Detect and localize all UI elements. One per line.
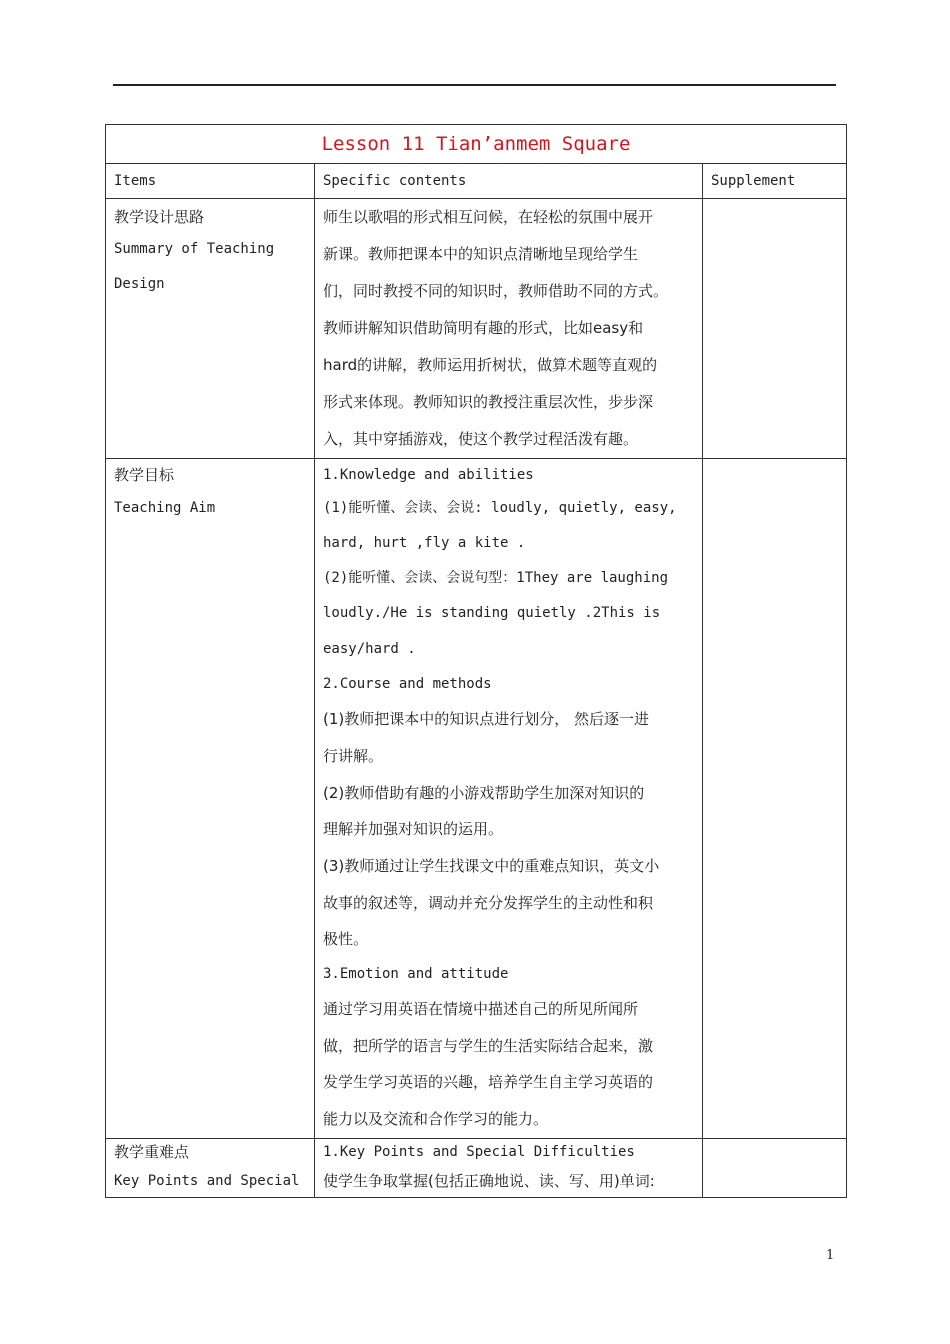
item-cell (106, 1138, 315, 1197)
header-items: Items (106, 164, 315, 199)
content-line: 通过学习用英语在情境中描述自己的所见所闻所 (323, 1000, 639, 1019)
content-line: 能力以及交流和合作学习的能力。 (323, 1110, 549, 1129)
content-cell (315, 199, 703, 459)
content-line: 入，其中穿插游戏，使这个教学过程活泼有趣。 (323, 430, 639, 448)
content-line: 做，把所学的语言与学生的生活实际结合起来，激 (323, 1036, 654, 1055)
table-header-row (106, 164, 847, 199)
content-line: 教师讲解知识借助简明有趣的形式，比如easy和 (323, 319, 644, 337)
supplement-cell (703, 1138, 847, 1197)
content-line: 理解并加强对知识的运用。 (323, 820, 504, 839)
content-line: hard的讲解，教师运用折树状，做算术题等直观的 (323, 356, 658, 374)
content-line: (1)教师把课本中的知识点进行划分， 然后逐一进 (323, 710, 650, 729)
lesson-plan-table (105, 124, 847, 1198)
item-cell (106, 459, 315, 1139)
content-line: hard, hurt ,fly a kite . (323, 535, 526, 551)
supplement-cell (703, 199, 847, 459)
content-line: (1)能听懂、会读、会说: loudly, quietly, easy, (323, 500, 677, 516)
content-line: 3.Emotion and attitude (323, 966, 509, 983)
content-line: (2)教师借助有趣的小游戏帮助学生加深对知识的 (323, 783, 645, 802)
content-line: easy/hard . (323, 641, 416, 658)
content-line: loudly./He is standing quietly .2This is (323, 604, 661, 621)
content-line: 1.Knowledge and abilities (323, 467, 534, 483)
item-label-en: Key Points and Special (114, 1172, 300, 1189)
item-label-cn: 教学目标 (114, 466, 175, 484)
item-label-en: Summary of Teaching (114, 241, 275, 257)
header-supplement: Supplement (703, 164, 847, 199)
item-label-en: Teaching Aim (114, 500, 216, 516)
table-row (106, 1138, 847, 1197)
item-label-cn: 教学设计思路 (114, 208, 205, 226)
title-cell (106, 125, 847, 164)
content-line: 发学生学习英语的兴趣，培养学生自主学习英语的 (323, 1073, 654, 1092)
content-line: 形式来体现。教师知识的教授注重层次性，步步深 (323, 393, 654, 411)
item-cell (106, 199, 315, 459)
content-line: 使学生争取掌握(包括正确地说、读、写、用)单词: (323, 1171, 655, 1190)
content-line: 新课。教师把课本中的知识点清晰地呈现给学生 (323, 245, 639, 263)
supplement-cell (703, 459, 847, 1139)
table-row (106, 199, 847, 459)
content-line: 师生以歌唱的形式相互问候，在轻松的氛围中展开 (323, 208, 654, 226)
content-line: 故事的叙述等，调动并充分发挥学生的主动性和积 (323, 893, 654, 912)
content-cell (315, 459, 703, 1139)
content-line: 极性。 (323, 930, 369, 949)
item-label-en-2: Design (114, 276, 165, 292)
page-number: 1 (826, 1248, 835, 1263)
content-line: (2)能听懂、会读、会说句型：1They are laughing (323, 569, 669, 586)
content-line: 2.Course and methods (323, 676, 492, 693)
header-rule (113, 84, 836, 86)
content-line: 1.Key Points and Special Difficulties (323, 1143, 635, 1160)
content-line: 行讲解。 (323, 746, 384, 765)
content-cell (315, 1138, 703, 1197)
content-line: (3)教师通过让学生找课文中的重难点知识，英文小 (323, 856, 660, 875)
lesson-title: Lesson 11 Tian’anmem Square (321, 133, 631, 155)
table-row (106, 459, 847, 1139)
header-specific-contents: Specific contents (315, 164, 703, 199)
content-line: 们，同时教授不同的知识时，教师借助不同的方式。 (323, 282, 669, 300)
item-label-cn: 教学重难点 (114, 1142, 190, 1161)
